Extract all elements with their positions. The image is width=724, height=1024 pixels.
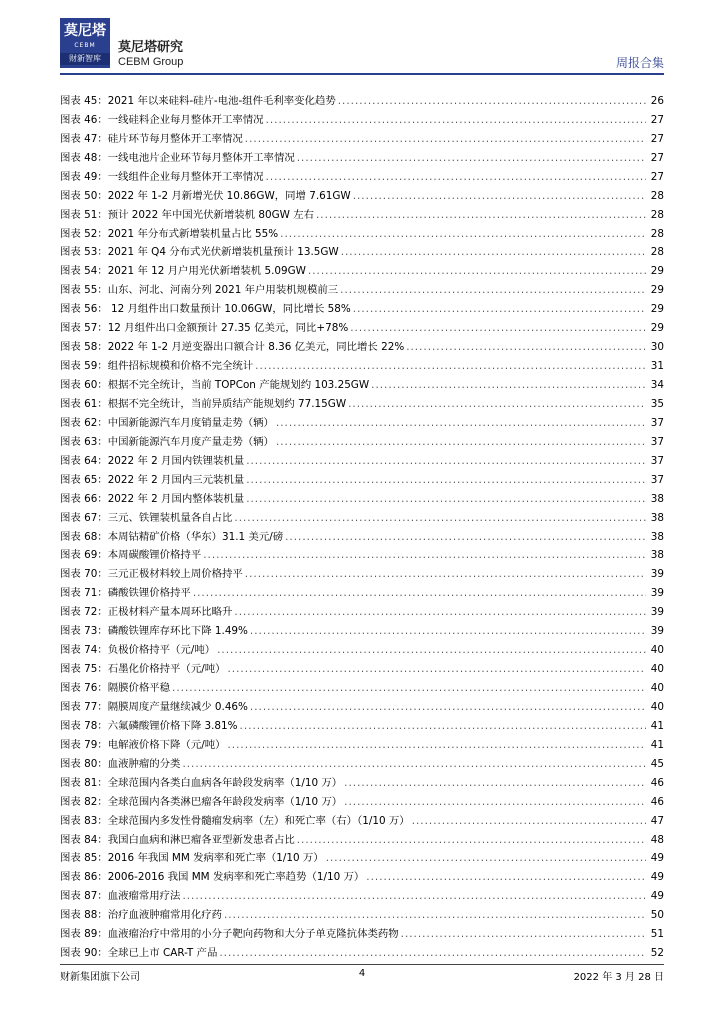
toc-leader-dots xyxy=(234,512,646,524)
toc-entry-label: 图表 87：血液瘤常用疗法 xyxy=(60,890,181,903)
toc-leader-dots xyxy=(285,531,646,543)
toc-entry-label: 图表 80：血液肿瘤的分类 xyxy=(60,757,181,770)
logo-bottom-text: 财新智库 xyxy=(60,53,110,65)
toc-leader-dots xyxy=(344,777,646,789)
toc-entry-label: 图表 60：根据不完全统计，当前 TOPCon 产能规划约 103.25GW xyxy=(60,379,370,391)
toc-entry-page: 34 xyxy=(650,379,664,391)
toc-entry-page: 52 xyxy=(650,947,664,960)
toc-entry[interactable] xyxy=(60,846,664,865)
toc-leader-dots xyxy=(280,228,646,240)
toc-leader-dots xyxy=(255,360,646,372)
toc-entry[interactable] xyxy=(60,524,664,543)
toc-entry[interactable] xyxy=(60,505,664,524)
toc-entry-label: 图表 52：2021 年分布式新增装机量占比 55% xyxy=(60,227,279,240)
toc-entry[interactable] xyxy=(60,713,664,732)
toc-entry-label: 图表 55：山东、河北、河南分列 2021 年户用装机规模前三 xyxy=(60,284,339,297)
toc-entry-page: 47 xyxy=(650,814,664,827)
toc-entry[interactable] xyxy=(60,580,664,599)
toc-entry-page: 27 xyxy=(650,170,664,183)
toc-entry-page: 40 xyxy=(650,663,664,676)
toc-entry-page: 27 xyxy=(650,132,664,145)
toc-entry-label: 图表 62：中国新能源汽车月度销量走势（辆） xyxy=(60,416,274,429)
toc-entry-page: 46 xyxy=(650,776,664,789)
toc-entry[interactable] xyxy=(60,126,664,145)
toc-entry-label: 图表 57：12 月组件出口金额预计 27.35 亿美元，同比+78% xyxy=(60,322,349,335)
logo-sub-text: CEBM xyxy=(74,42,96,49)
toc-entry-page: 39 xyxy=(650,587,664,600)
toc-leader-dots xyxy=(348,398,646,410)
header-divider xyxy=(60,73,664,75)
toc-entry-page: 49 xyxy=(650,871,664,884)
toc-entry-page: 28 xyxy=(650,189,664,202)
toc-leader-dots xyxy=(338,95,646,107)
toc-leader-dots xyxy=(276,436,646,448)
toc-entry-page: 46 xyxy=(650,795,664,808)
toc-entry-page: 28 xyxy=(650,227,664,240)
toc-leader-dots xyxy=(245,133,646,145)
toc-entry-label: 图表 63：中国新能源汽车月度产量走势（辆） xyxy=(60,435,274,448)
toc-entry-label: 图表 81：全球范围内各类白血病各年龄段发病率（1/10 万） xyxy=(60,776,343,789)
toc-entry-label: 图表 46：一线硅料企业每月整体开工率情况 xyxy=(60,113,264,126)
toc-leader-dots xyxy=(250,701,646,713)
logo-main-text: 莫尼塔 xyxy=(64,23,106,39)
toc-leader-dots xyxy=(401,928,646,940)
toc-entry[interactable] xyxy=(60,240,664,259)
toc-leader-dots xyxy=(246,455,646,467)
toc-entry[interactable] xyxy=(60,940,664,959)
toc-entry-page: 37 xyxy=(650,416,664,429)
toc-entry-page: 41 xyxy=(650,719,664,732)
toc-entry-page: 49 xyxy=(650,852,664,865)
toc-entry-label: 图表 53：2021 年 Q4 分布式光伏新增装机量预计 13.5GW xyxy=(60,246,339,259)
toc-entry-label: 图表 64：2022 年 2 月国内铁锂装机量 xyxy=(60,454,245,467)
toc-leader-dots xyxy=(366,871,646,883)
toc-entry[interactable] xyxy=(60,145,664,164)
toc-leader-dots xyxy=(245,568,646,580)
toc-entry[interactable] xyxy=(60,486,664,505)
toc-leader-dots xyxy=(297,152,646,164)
toc-entry-page: 48 xyxy=(650,833,664,846)
toc-leader-dots xyxy=(172,682,646,694)
toc-leader-dots xyxy=(228,739,647,751)
toc-leader-dots xyxy=(240,720,646,732)
toc-entry-page: 28 xyxy=(650,246,664,259)
toc-entry[interactable] xyxy=(60,675,664,694)
toc-entry-page: 50 xyxy=(650,909,664,922)
toc-entry[interactable] xyxy=(60,618,664,637)
toc-entry-page: 37 xyxy=(650,454,664,467)
toc-entry[interactable] xyxy=(60,789,664,808)
toc-leader-dots xyxy=(234,606,646,618)
footer-page-number: 4 xyxy=(358,968,366,979)
toc-entry-label: 图表 59：组件招标规模和价格不完全统计 xyxy=(60,360,254,373)
toc-entry[interactable] xyxy=(60,391,664,410)
toc-leader-dots xyxy=(193,587,646,599)
toc-entry-page: 38 xyxy=(650,511,664,524)
toc-leader-dots xyxy=(350,322,646,334)
toc-entry[interactable] xyxy=(60,599,664,618)
toc-entry-label: 图表 51：预计 2022 年中国光伏新增装机 80GW 左右 xyxy=(60,208,314,221)
toc-entry-label: 图表 88：治疗血液肿瘤常用化疗药 xyxy=(60,909,222,922)
toc-entry-label: 图表 50：2022 年 1-2 月新增光伏 10.86GW，同增 7.61GW xyxy=(60,189,351,202)
toc-leader-dots xyxy=(246,493,646,505)
toc-leader-dots xyxy=(182,758,646,770)
toc-entry-page: 29 xyxy=(650,303,664,316)
toc-entry[interactable] xyxy=(60,164,664,183)
toc-entry-page: 37 xyxy=(650,435,664,448)
toc-entry-page: 37 xyxy=(650,473,664,486)
brand-name-en: CEBM Group xyxy=(118,56,184,68)
toc-leader-dots xyxy=(228,663,647,675)
footer-divider xyxy=(60,964,664,965)
toc-entry[interactable] xyxy=(60,315,664,334)
toc-entry-label: 图表 61：根据不完全统计，当前异质结产能规划约 77.15GW xyxy=(60,397,347,410)
cebm-logo xyxy=(60,18,110,68)
toc-entry[interactable] xyxy=(60,808,664,827)
toc-entry-label: 图表 86：2006-2016 我国 MM 发病率和死亡率趋势（1/10 万） xyxy=(60,871,365,884)
toc-entry-label: 图表 65：2022 年 2 月国内三元装机量 xyxy=(60,473,245,486)
toc-entry[interactable] xyxy=(60,770,664,789)
toc-entry-page: 31 xyxy=(650,360,664,373)
toc-entry[interactable] xyxy=(60,296,664,315)
toc-entry[interactable] xyxy=(60,921,664,940)
toc-entry[interactable] xyxy=(60,902,664,921)
toc-leader-dots xyxy=(217,644,646,656)
toc-entry-label: 图表 74：负极价格持平（元/吨） xyxy=(60,644,216,657)
toc-entry-page: 38 xyxy=(650,549,664,562)
toc-entry[interactable] xyxy=(60,543,664,562)
toc-entry[interactable] xyxy=(60,221,664,240)
toc-entry-page: 51 xyxy=(650,928,664,941)
section-title: 周报合集 xyxy=(615,56,664,70)
toc-entry-page: 26 xyxy=(650,94,664,107)
toc-entry[interactable] xyxy=(60,827,664,846)
toc-entry-label: 图表 71：磷酸铁锂价格持平 xyxy=(60,587,191,600)
toc-entry-page: 39 xyxy=(650,625,664,638)
toc-entry[interactable] xyxy=(60,637,664,656)
toc-entry-label: 图表 90：全球已上市 CAR-T 产品 xyxy=(60,947,218,960)
toc-entry[interactable] xyxy=(60,107,664,126)
toc-entry-page: 40 xyxy=(650,682,664,694)
toc-entry-page: 39 xyxy=(650,568,664,581)
toc-entry-page: 38 xyxy=(650,530,664,543)
toc-leader-dots xyxy=(406,341,646,353)
toc-entry-label: 图表 69：本周碳酸锂价格持平 xyxy=(60,549,202,562)
toc-leader-dots xyxy=(266,114,646,126)
toc-leader-dots xyxy=(246,474,646,486)
toc-leader-dots xyxy=(308,265,646,277)
toc-entry-page: 35 xyxy=(650,397,664,410)
toc-entry[interactable] xyxy=(60,561,664,580)
toc-leader-dots xyxy=(353,190,646,202)
toc-leader-dots xyxy=(326,852,646,864)
toc-entry-page: 29 xyxy=(650,284,664,297)
toc-entry-label: 图表 58：2022 年 1-2 月逆变器出口额合计 8.36 亿美元，同比增长 22% xyxy=(60,341,405,354)
toc-entry-page: 45 xyxy=(650,757,664,770)
toc-entry[interactable] xyxy=(60,429,664,448)
toc-leader-dots xyxy=(203,549,646,561)
toc-entry-label: 图表 47：硅片环节每月整体开工率情况 xyxy=(60,132,243,145)
page-header xyxy=(60,18,664,74)
toc-entry-label: 图表 54：2021 年 12 月户用光伏新增装机 5.09GW xyxy=(60,265,306,278)
toc-entry-page: 27 xyxy=(650,151,664,164)
toc-entry-page: 49 xyxy=(650,890,664,903)
toc-entry-label: 图表 89：血液瘤治疗中常用的小分子靶向药物和大分子单克隆抗体类药物 xyxy=(60,928,399,941)
toc-entry-label: 图表 66：2022 年 2 月国内整体装机量 xyxy=(60,492,245,505)
toc-entry-page: 39 xyxy=(650,606,664,619)
toc-entry[interactable] xyxy=(60,410,664,429)
toc-entry-page: 40 xyxy=(650,644,664,657)
toc-leader-dots xyxy=(266,171,646,183)
brand-block xyxy=(118,40,183,69)
toc-entry-label: 图表 70：三元正极材料较上周价格持平 xyxy=(60,568,243,581)
toc-entry-label: 图表 49：一线组件企业每月整体开工率情况 xyxy=(60,170,264,183)
toc-entry-label: 图表 83：全球范围内多发性骨髓瘤发病率（左）和死亡率（右）（1/10 万） xyxy=(60,814,410,827)
toc-entry[interactable] xyxy=(60,88,664,107)
toc-entry-page: 40 xyxy=(650,700,664,713)
brand-name-cn: 莫尼塔研究 xyxy=(118,40,184,55)
toc-entry[interactable] xyxy=(60,183,664,202)
toc-leader-dots xyxy=(219,947,646,959)
toc-entry-label: 图表 82：全球范围内各类淋巴瘤各年龄段发病率（1/10 万） xyxy=(60,795,343,808)
toc-entry-page: 41 xyxy=(650,738,664,751)
toc-entry[interactable] xyxy=(60,751,664,770)
toc-entry-label: 图表 68：本周钴精矿价格（华东）31.1 美元/磅 xyxy=(60,530,284,543)
toc-entry[interactable] xyxy=(60,467,664,486)
toc-leader-dots xyxy=(353,303,646,315)
toc-leader-dots xyxy=(297,834,646,846)
toc-entry-label: 图表 79：电解液价格下降（元/吨） xyxy=(60,738,226,751)
table-of-figures xyxy=(60,88,664,959)
toc-entry-page: 29 xyxy=(650,265,664,278)
toc-entry[interactable] xyxy=(60,732,664,751)
toc-entry-label: 图表 84：我国白血病和淋巴瘤各亚型新发患者占比 xyxy=(60,833,295,846)
toc-entry[interactable] xyxy=(60,656,664,675)
toc-entry-label: 图表 85：2016 年我国 MM 发病率和死亡率（1/10 万） xyxy=(60,852,324,865)
toc-entry-label: 图表 73：磷酸铁锂库存环比下降 1.49% xyxy=(60,625,248,638)
toc-entry-label: 图表 45：2021 年以来硅料-硅片-电池-组件毛利率变化趋势 xyxy=(60,94,336,107)
toc-entry-label: 图表 48：一线电池片企业环节每月整体开工率情况 xyxy=(60,151,295,164)
toc-leader-dots xyxy=(250,625,646,637)
toc-entry[interactable] xyxy=(60,372,664,391)
toc-leader-dots xyxy=(182,890,646,902)
toc-entry[interactable] xyxy=(60,694,664,713)
toc-entry-page: 29 xyxy=(650,322,664,335)
toc-entry-label: 图表 56： 12 月组件出口数量预计 10.06GW，同比增长 58% xyxy=(60,303,351,316)
toc-entry[interactable] xyxy=(60,258,664,277)
toc-entry-label: 图表 67：三元、铁锂装机量各自占比 xyxy=(60,511,233,524)
toc-entry-label: 图表 75：石墨化价格持平（元/吨） xyxy=(60,663,226,676)
footer-company: 财新集团旗下公司 xyxy=(60,972,140,983)
toc-entry-label: 图表 76：隔膜价格平稳 xyxy=(60,682,171,694)
toc-entry[interactable] xyxy=(60,448,664,467)
toc-entry-label: 图表 72：正极材料产量本周环比略升 xyxy=(60,606,233,619)
toc-leader-dots xyxy=(341,246,646,258)
toc-entry[interactable] xyxy=(60,202,664,221)
toc-entry-page: 27 xyxy=(650,113,664,126)
footer-date: 2022 年 3 月 28 日 xyxy=(573,972,664,983)
toc-leader-dots xyxy=(224,909,646,921)
toc-entry-page: 38 xyxy=(650,492,664,505)
toc-leader-dots xyxy=(316,209,646,221)
toc-entry[interactable] xyxy=(60,277,664,296)
toc-entry[interactable] xyxy=(60,353,664,372)
toc-entry-page: 28 xyxy=(650,208,664,221)
toc-entry-page: 30 xyxy=(650,341,664,354)
toc-entry[interactable] xyxy=(60,864,664,883)
toc-leader-dots xyxy=(412,815,646,827)
toc-leader-dots xyxy=(340,284,646,296)
toc-entry-label: 图表 77：隔膜周度产量继续减少 0.46% xyxy=(60,700,248,713)
toc-entry[interactable] xyxy=(60,883,664,902)
toc-leader-dots xyxy=(344,796,646,808)
toc-entry[interactable] xyxy=(60,334,664,353)
toc-leader-dots xyxy=(276,417,646,429)
toc-entry-label: 图表 78：六氟磷酸锂价格下降 3.81% xyxy=(60,719,238,732)
toc-leader-dots xyxy=(371,379,646,391)
